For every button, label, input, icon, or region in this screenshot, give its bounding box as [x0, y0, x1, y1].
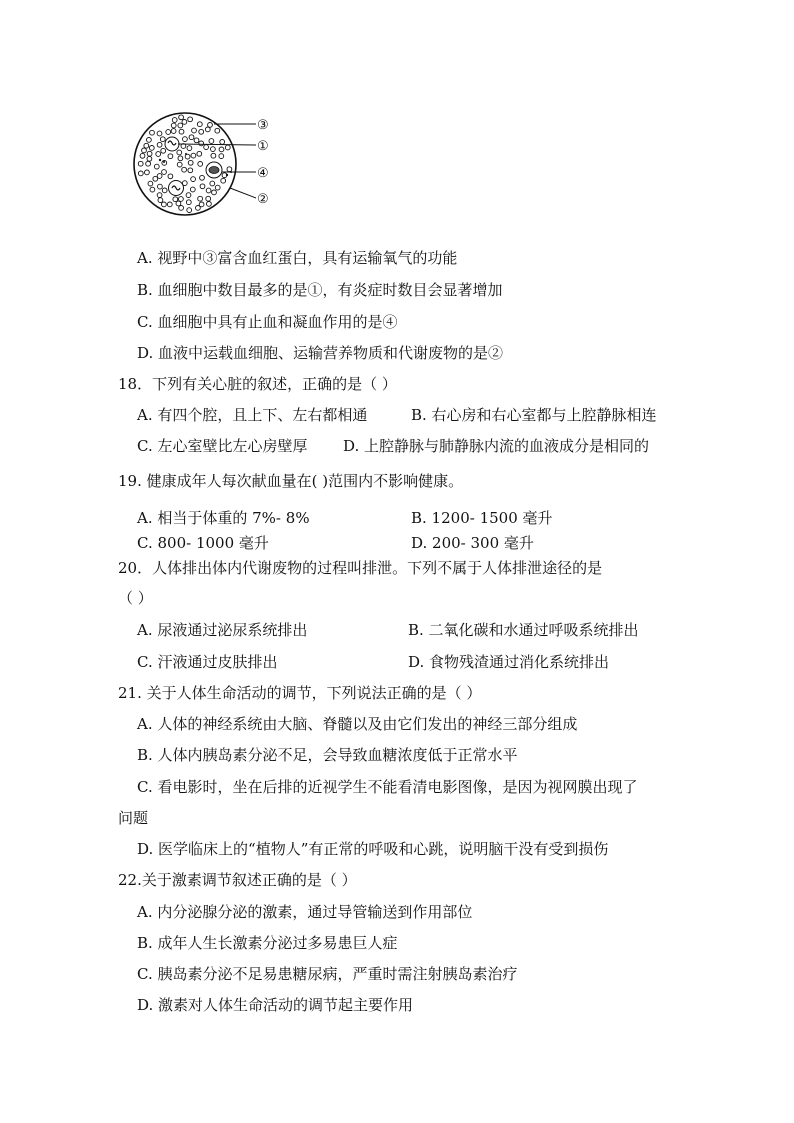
red-blood-cell [142, 148, 147, 153]
red-blood-cell [149, 146, 154, 151]
red-blood-cell [207, 202, 212, 207]
red-blood-cell [138, 171, 143, 176]
red-blood-cell [211, 153, 216, 158]
q20-stem: 20．人体排出体内代谢废物的过程叫排泄。下列不属于人体排泄途径的是 [118, 559, 603, 577]
label-3: ③ [257, 117, 269, 132]
red-blood-cell [199, 141, 204, 146]
q19-option-c: C. 800- 1000 毫升 [137, 534, 269, 552]
q17-option-b: B. 血细胞中数目最多的是①，有炎症时数目会显著增加 [137, 281, 503, 299]
q22-option-d: D. 激素对人体生命活动的调节起主要作用 [137, 996, 414, 1014]
red-blood-cell [171, 129, 176, 134]
red-blood-cell [200, 184, 205, 189]
red-blood-cell [199, 202, 204, 207]
red-blood-cell [182, 167, 187, 172]
red-blood-cell [183, 137, 188, 142]
red-blood-cell [177, 150, 182, 155]
red-blood-cell [167, 202, 172, 207]
red-blood-cell [166, 130, 171, 135]
q20-answer-paren: （ ） [118, 589, 153, 607]
red-blood-cell [140, 153, 145, 158]
red-blood-cell [190, 187, 195, 192]
q17-option-d: D. 血液中运载血细胞、运输营养物质和代谢废物的是② [137, 344, 504, 362]
q17-option-a: A. 视野中③富含血红蛋白，具有运输氧气的功能 [137, 249, 458, 267]
red-blood-cell [150, 187, 155, 192]
red-blood-cell [168, 154, 173, 159]
q18-option-a: A. 有四个腔，且上下、左右都相通 [137, 406, 368, 424]
q18-option-c: C. 左心室壁比左心房壁厚 [137, 437, 308, 455]
red-blood-cell [221, 178, 226, 183]
red-blood-cell [219, 154, 224, 159]
red-blood-cell [178, 156, 183, 161]
white-blood-cell [169, 181, 184, 196]
q22-option-a: A. 内分泌腺分泌的激素，通过导管输送到作用部位 [137, 903, 473, 921]
red-blood-cell [178, 123, 183, 128]
red-blood-cell [162, 170, 167, 175]
red-blood-cell [198, 162, 203, 167]
red-blood-cell [200, 175, 205, 180]
red-blood-cell [191, 153, 196, 158]
red-blood-cell [179, 115, 184, 120]
red-blood-cell [227, 167, 232, 172]
q18-option-d: D. 上腔静脉与肺静脉内流的血液成分是相同的 [343, 437, 650, 455]
red-blood-cell [177, 162, 182, 167]
white-blood-cell [165, 137, 179, 151]
red-blood-cell [188, 160, 193, 165]
label-2: ② [257, 191, 269, 206]
red-blood-cell [150, 130, 155, 135]
q20-option-d: D. 食物残渣通过消化系统排出 [408, 653, 610, 671]
q20-option-b: B. 二氧化碳和水通过呼吸系统排出 [408, 621, 639, 639]
q21-option-c-line2: 问题 [118, 809, 149, 827]
red-blood-cell [179, 197, 184, 202]
white-blood-cell-large [206, 162, 222, 178]
q21-stem: 21. 关于人体生命活动的调节，下列说法正确的是（ ） [118, 684, 482, 702]
q21-option-b: B. 人体内胰岛素分泌不足，会导致血糖浓度低于正常水平 [137, 746, 518, 764]
q19-stem: 19. 健康成年人每次献血量在( )范围内不影响健康。 [118, 472, 464, 490]
red-blood-cell [211, 147, 216, 152]
q21-option-a: A. 人体的神经系统由大脑、脊髓以及由它们发出的神经三部分组成 [137, 715, 578, 733]
red-blood-cell [186, 193, 191, 198]
red-blood-cell [161, 148, 166, 153]
red-blood-cell [204, 145, 209, 150]
red-blood-cell [206, 188, 211, 193]
red-blood-cell [197, 122, 202, 127]
q20-option-a: A. 尿液通过泌尿系统排出 [137, 621, 308, 639]
red-blood-cell [176, 201, 181, 206]
label-1: ① [257, 138, 269, 153]
red-blood-cell [157, 131, 162, 136]
red-blood-cell [205, 127, 210, 132]
red-blood-cell [225, 145, 230, 150]
red-blood-cell [209, 139, 214, 144]
red-blood-cell [157, 193, 162, 198]
red-blood-cell [157, 174, 162, 179]
red-blood-cell [215, 185, 220, 190]
label-4: ④ [257, 165, 269, 180]
red-blood-cell [162, 188, 167, 193]
q22-stem: 22.关于激素调节叙述正确的是（ ） [118, 871, 357, 889]
red-blood-cell [208, 123, 213, 128]
red-blood-cell [156, 152, 161, 157]
q19-option-b: B. 1200- 1500 毫升 [411, 509, 553, 527]
red-blood-cell [168, 174, 173, 179]
red-blood-cell [206, 196, 211, 201]
red-blood-cell [162, 202, 167, 207]
red-blood-cell [212, 190, 217, 195]
red-blood-cell [173, 197, 178, 202]
red-blood-cell [144, 143, 149, 148]
red-blood-cell [187, 146, 192, 151]
red-blood-cell [220, 140, 225, 145]
red-blood-cell [189, 135, 194, 140]
red-blood-cell [147, 138, 152, 143]
red-blood-cell [148, 181, 153, 186]
red-blood-cell [171, 123, 176, 128]
q22-option-c: C. 胰岛素分泌不足易患糖尿病，严重时需注射胰岛素治疗 [137, 965, 518, 983]
red-blood-cell [147, 156, 152, 161]
red-blood-cell [158, 198, 163, 203]
q18-option-b: B. 右心房和右心室都与上腔静脉相连 [411, 406, 657, 424]
red-blood-cell [191, 177, 196, 182]
red-blood-cell [179, 129, 184, 134]
red-blood-cell [215, 128, 220, 133]
red-blood-cell [198, 196, 203, 201]
red-blood-cell [158, 184, 163, 189]
q17-option-c: C. 血细胞中具有止血和凝血作用的是④ [137, 313, 398, 331]
red-blood-cell [154, 164, 159, 169]
red-blood-cell [197, 151, 202, 156]
q21-option-c-line1: C. 看电影时，坐在后排的近视学生不能看清电影图像，是因为视网膜出现了 [137, 778, 638, 796]
q22-option-b: B. 成年人生长激素分泌过多易患巨人症 [137, 934, 398, 952]
red-blood-cell [147, 151, 152, 156]
q18-stem: 18．下列有关心脏的叙述，正确的是（ ） [118, 375, 397, 393]
red-blood-cell [146, 161, 151, 166]
red-blood-cell [210, 181, 215, 186]
q19-option-d: D. 200- 300 毫升 [411, 534, 534, 552]
red-blood-cell [172, 118, 177, 123]
red-blood-cell [188, 117, 193, 122]
red-blood-cell [219, 147, 224, 152]
red-blood-cell [187, 208, 192, 213]
red-blood-cell [160, 137, 165, 142]
red-blood-cell [138, 161, 143, 166]
red-blood-cell [192, 128, 197, 133]
red-blood-cell [199, 129, 204, 134]
red-blood-cell [186, 200, 191, 205]
red-blood-cell [145, 170, 150, 175]
q20-option-c: C. 汗液通过皮肤排出 [137, 653, 278, 671]
red-blood-cell [188, 168, 193, 173]
q21-option-d: D. 医学临床上的“植物人”有正常的呼吸和心跳，说明脑干没有受到损伤 [137, 840, 609, 858]
red-blood-cell [182, 120, 187, 125]
red-blood-cell [157, 142, 162, 147]
q19-option-a: A. 相当于体重的 7%- 8% [137, 509, 310, 527]
red-blood-cell [179, 206, 184, 211]
red-blood-cell [194, 138, 199, 143]
